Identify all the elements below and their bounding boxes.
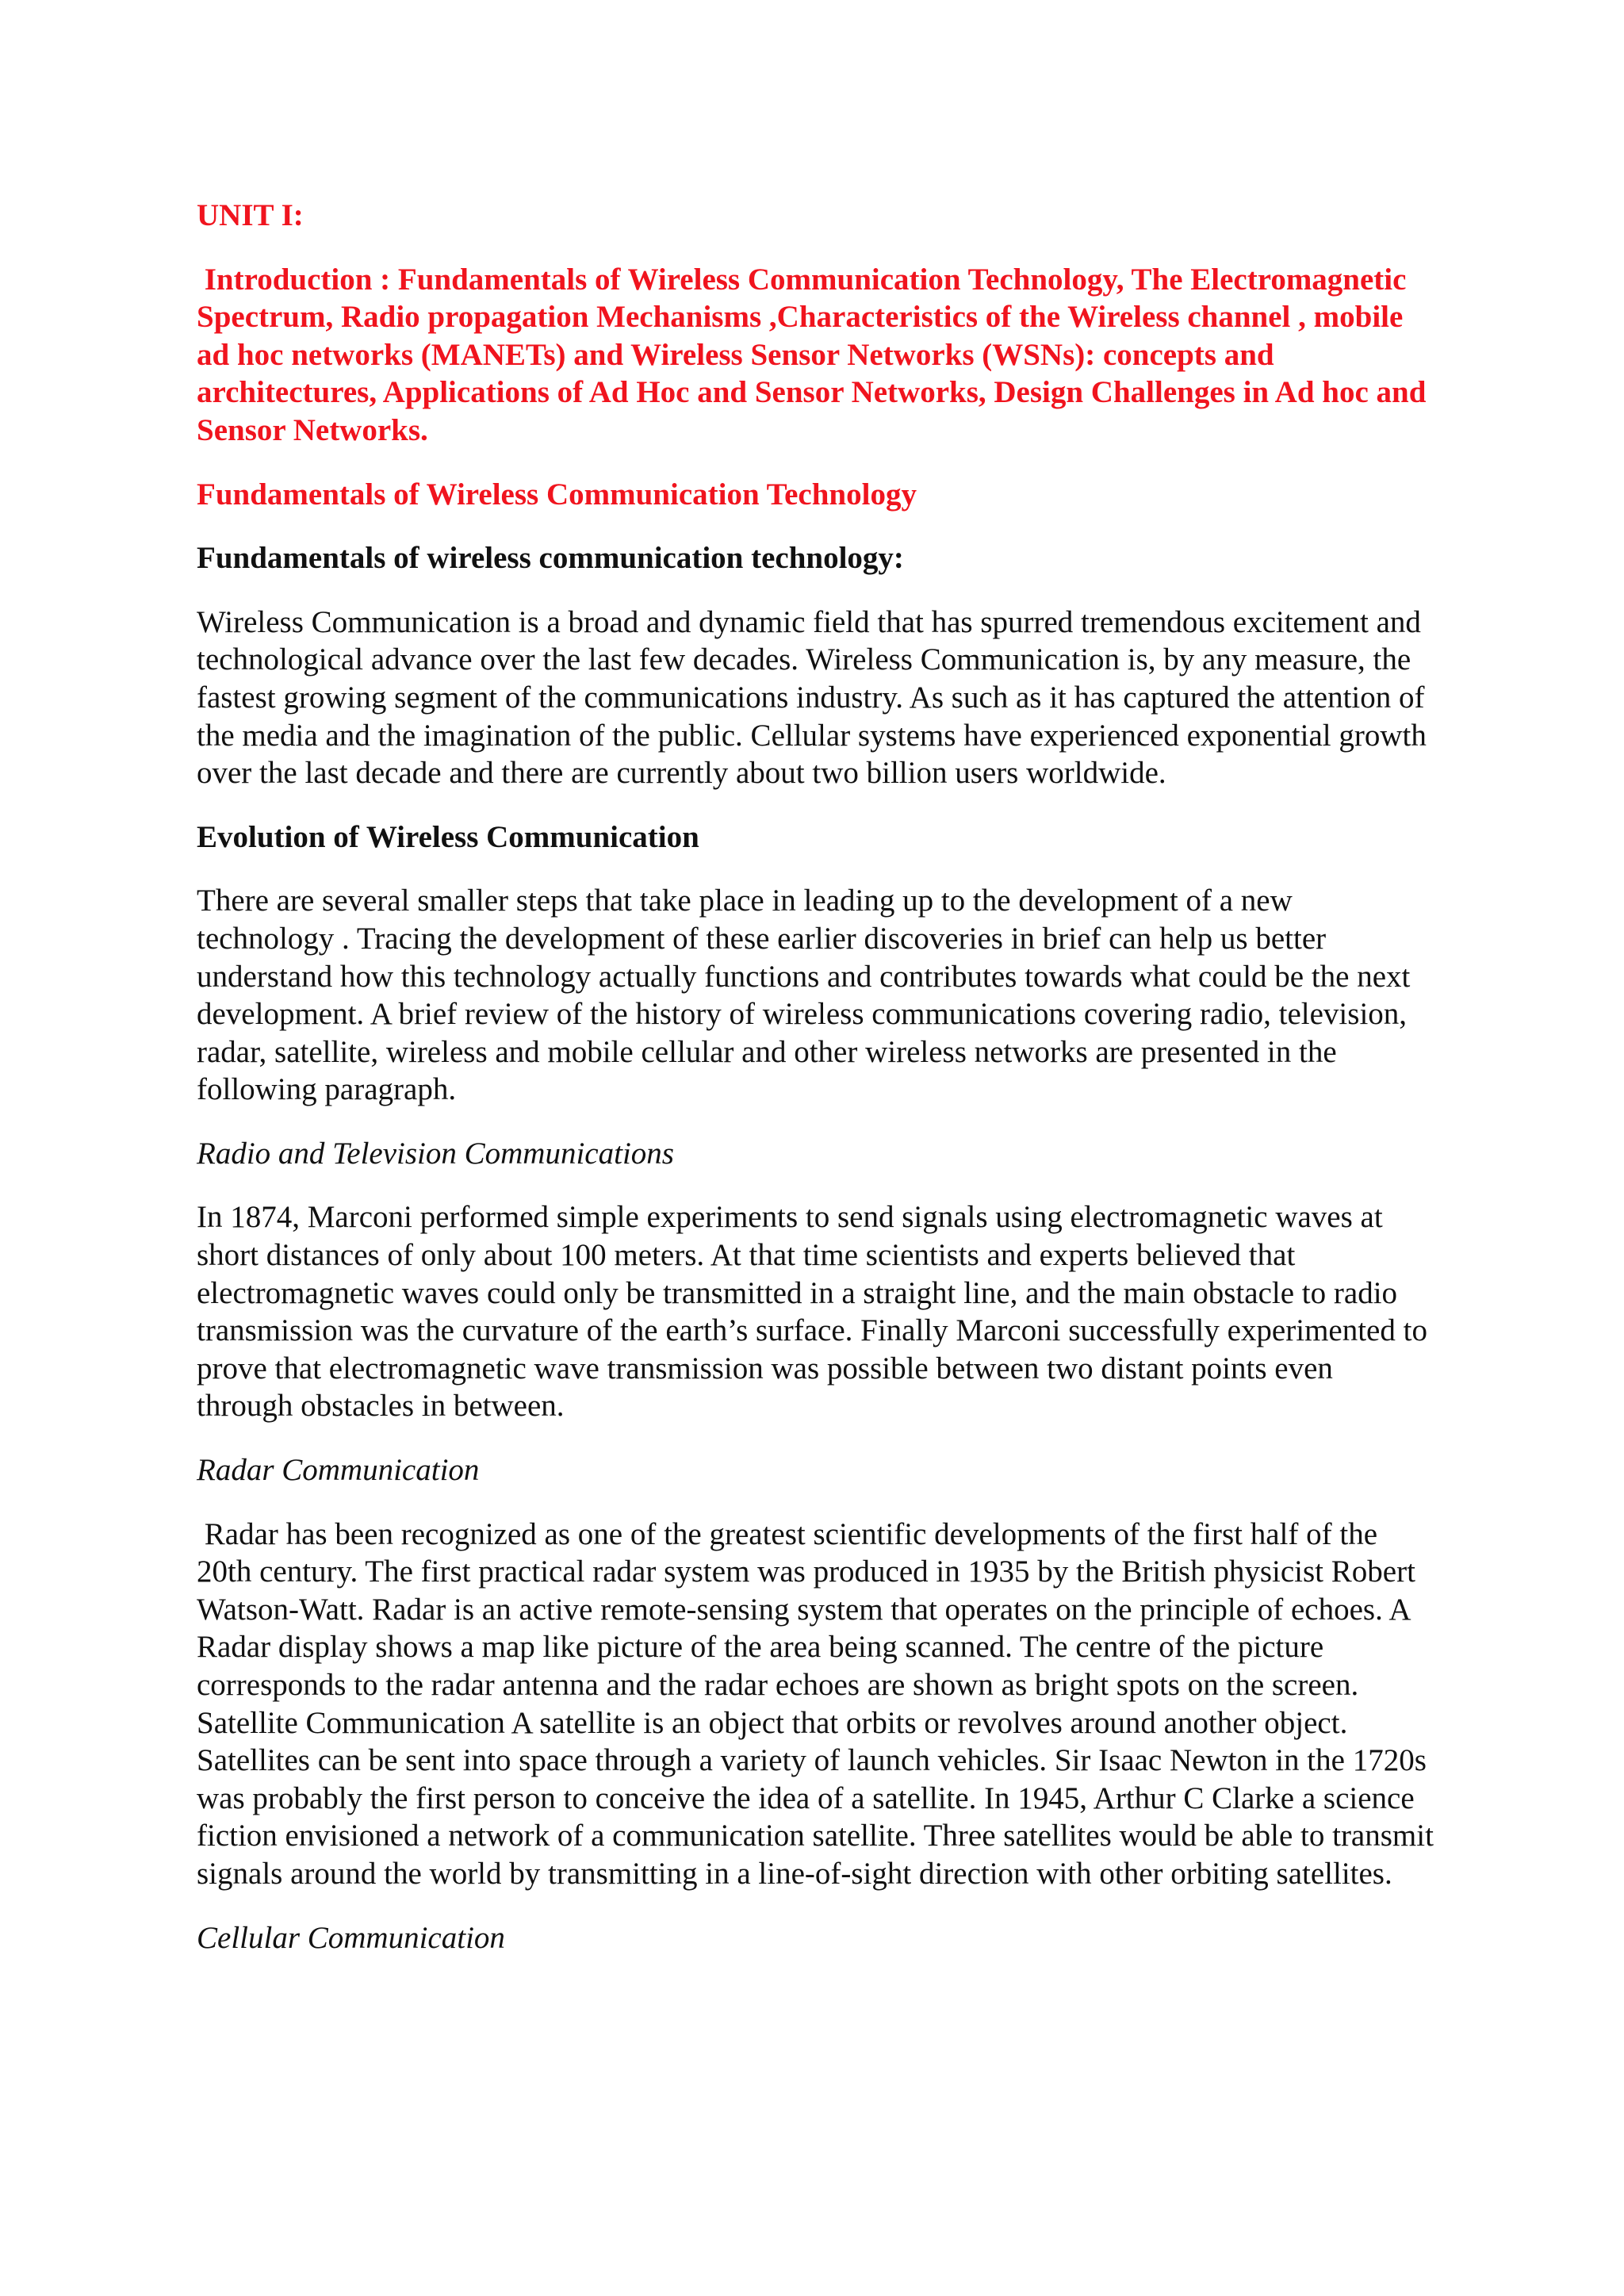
subsection-heading: Fundamentals of wireless communication technology: [197,541,904,576]
unit-title: UNIT I: [197,198,304,232]
document-page [197,197,1442,1983]
radar-heading: Radar Communication [197,1453,480,1488]
paragraph-wireless-overview: Wireless Communication is a broad and dynamic field that has spurred tremendous excitement and technological advance over the last few decades. Wireless Communication is, by any measure, the fastest growing segment of the communications industry. As such as it has captured the attention of the media and the imagination of the public. Cellular systems have experienced exponential growth over the last decade and there are currently about two billion users worldwide. [197,604,1434,791]
paragraph-evolution: There are several smaller steps that take place in leading up to the development of a new technology . Tracing the development of these earlier discoveries in brief can help us better understand how this technology actually functions and contributes towards what could be the next development. A brief review of the history of wireless communications covering radio, television, radar, satellite, wireless and mobile cellular and other wireless networks are presented in the following paragraph. [197,884,1419,1107]
unit-intro: Introduction : Fundamentals of Wireless Communication Technology, The Electromagnetic Spectrum, Radio propagation Mechanisms ,Characteristics of the Wireless channel , mobile ad hoc networks (MANETs) and Wireless Sensor Networks (WSNs): concepts and architectures, Applications of Ad Hoc and Sensor Networks, Design Challenges in Ad hoc and Sensor Networks. [197,262,1434,447]
evolution-heading: Evolution of Wireless Communication [197,819,699,854]
radio-television-heading: Radio and Television Communications [197,1136,674,1171]
cellular-heading: Cellular Communication [197,1920,505,1955]
paragraph-radio-television: In 1874, Marconi performed simple experiments to send signals using electromagnetic waves at short distances of only about 100 meters. At that time scientists and experts believed that electromagnetic waves could only be transmitted in a straight line, and the main obstacle to radio transmission was the curvature of the earth’s surface. Finally Marconi successfully experimented to prove that electromagnetic wave transmission was possible between two distant points even through obstacles in between. [197,1200,1435,1424]
section-heading: Fundamentals of Wireless Communication Technology [197,477,917,512]
paragraph-radar: Radar has been recognized as one of the greatest scientific developments of the first half of the 20th century. The first practical radar system was produced in 1935 by the British physicist Robert Watson-Watt. Radar is an active remote-sensing system that operates on the principle of echoes. A Radar display shows a map like picture of the area being scanned. The centre of the picture corresponds to the radar antenna and the radar echoes are shown as bright spots on the screen. Satellite Communication A satellite is an object that orbits or revolves around another object. Satellites can be sent into space through a variety of launch vehicles. Sir Isaac Newton in the 1720s was probably the first person to conceive the idea of a satellite. In 1945, Arthur C Clarke a science fiction envisioned a network of a communication satellite. Three satellites would be able to transmit signals around the world by transmitting in a line-of-sight direction with other orbiting satellites. [197,1516,1442,1891]
